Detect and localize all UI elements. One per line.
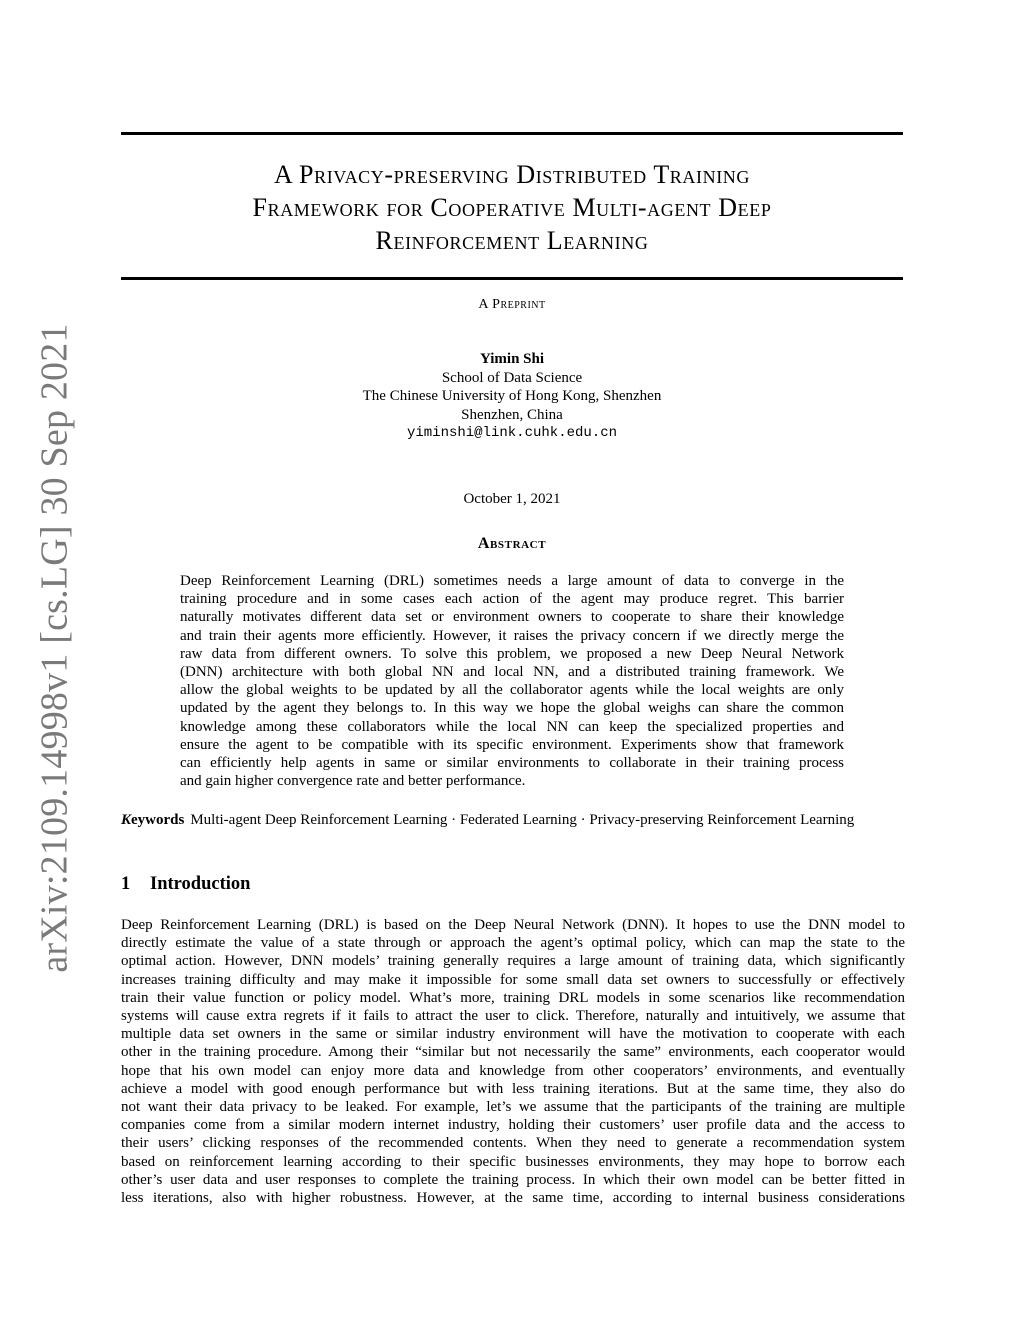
- title-line: Framework for Cooperative Multi-agent Deep: [252, 193, 772, 222]
- author-location: Shenzhen, China: [461, 406, 563, 423]
- abstract-line: knowledge among these collaborators while the local NN can keep the specialized properties and: [180, 718, 844, 735]
- keywords-label: [121, 812, 184, 828]
- arxiv-identifier-margin: [30, 322, 80, 973]
- section-title: Introduction: [150, 874, 251, 894]
- author-name: Yimin Shi: [479, 351, 545, 367]
- title-bottom-rule: [121, 277, 903, 280]
- author-department: School of Data Science: [441, 369, 583, 386]
- body-line: hope that his own model can enjoy more data and knowledge from other cooperators’ environments, and eventually: [121, 1062, 905, 1079]
- abstract-line: updated by the agent they belongs to. In this way we hope the global weighs can share the common: [180, 700, 844, 717]
- publication-date: October 1, 2021: [463, 491, 561, 507]
- title-top-rule: [121, 132, 903, 135]
- abstract-heading: Abstract: [477, 535, 547, 552]
- section-number: 1: [121, 874, 131, 894]
- abstract-line: training procedure and in some cases each action of the agent may produce regret. This barrier: [180, 591, 844, 608]
- introduction-body: [121, 916, 905, 1207]
- preprint-label: A Preprint: [478, 297, 546, 312]
- abstract-line: (DNN) architecture with both global NN and local NN, and a distributed training framework. We: [180, 664, 844, 681]
- body-line: Deep Reinforcement Learning (DRL) is based on the Deep Neural Network (DNN). It hopes to use the DNN model to: [121, 917, 905, 933]
- body-line: optimal action. However, DNN models’ training generally requires a large amount of training data, which significantly: [121, 953, 905, 970]
- body-line: directly estimate the value of a state through or approach the agent’s optimal policy, which can map the state to the: [121, 935, 905, 952]
- body-line: train their value function or policy model. What’s more, training DRL models in some scenarios like recommendation: [121, 989, 905, 1006]
- abstract-line: ensure the agent to be compatible with its specific environment. Experiments show that framework: [180, 736, 844, 753]
- body-line: achieve a model with good enough performance but with less training iterations. But at the same time, they also do: [121, 1080, 905, 1097]
- keywords-label-initial: K: [121, 812, 132, 828]
- body-line: their users’ clicking responses of the recommended contents. When they need to generate a recommendation system: [121, 1135, 905, 1152]
- abstract-body: [180, 572, 844, 790]
- abstract-line: allow the global weights to be updated by all the collaborator agents while the local weights are only: [180, 682, 844, 699]
- title-line: A Privacy-preserving Distributed Training: [274, 160, 750, 189]
- abstract-line: and gain higher convergence rate and better performance.: [180, 773, 526, 790]
- arxiv-identifier: arXiv:2109.14998v1 [cs.LG] 30 Sep 2021: [34, 322, 77, 973]
- body-line: other’s user data and user responses to complete the training process. In which their own model can be better fitted in: [121, 1171, 905, 1188]
- abstract-line: can efficiently help agents in same or similar environments to collaborate in their training process: [180, 755, 844, 772]
- body-line: based on reinforcement learning according to their specific businesses environments, they may hope to borrow each: [121, 1153, 905, 1170]
- paper-title: [121, 158, 903, 257]
- body-line: multiple data set owners in the same or similar industry environment will have the motivation to cooperate with each: [121, 1026, 905, 1043]
- body-line: companies come from a similar modern internet industry, holding their customers’ user profile data and the access to: [121, 1117, 905, 1134]
- body-line: increases training difficulty and may make it impossible for some small data set owners to successfully or effectively: [121, 971, 905, 988]
- keywords-label-rest: eywords: [131, 812, 185, 828]
- title-line: Reinforcement Learning: [375, 226, 649, 255]
- keywords-text: Multi-agent Deep Reinforcement Learning · Federated Learning · Privacy-preserving Reinforcement Learning: [190, 812, 855, 828]
- abstract-line: raw data from different owners. To solve this problem, we proposed a new Deep Neural Network: [180, 645, 844, 662]
- author-block: [121, 350, 903, 443]
- abstract-line: naturally motivates different data set or environment owners to cooperate to share their knowledge: [180, 609, 844, 626]
- body-line: other in the training procedure. Among their “similar but not necessarily the same” environments, each cooperator would: [121, 1044, 905, 1061]
- abstract-line: and train their agents more efficiently. However, it raises the privacy concern if we directly merge the: [180, 627, 844, 644]
- keywords: [121, 811, 903, 830]
- author-institution: The Chinese University of Hong Kong, Shenzhen: [362, 388, 662, 404]
- body-line: less iterations, also with higher robustness. However, at the same time, according to internal business considerations: [121, 1190, 905, 1207]
- section-heading: [121, 874, 903, 895]
- body-line: systems will cause extra regrets if it fails to attract the user to click. Therefore, naturally and intuitively, we assume that: [121, 1008, 905, 1025]
- body-line: not want their data privacy to be leaked. For example, let’s we assume that the participants of the training are multiple: [121, 1099, 905, 1116]
- abstract-line: Deep Reinforcement Learning (DRL) sometimes needs a large amount of data to converge in the: [180, 573, 844, 589]
- author-email: yiminshi@link.cuhk.edu.cn: [406, 425, 618, 441]
